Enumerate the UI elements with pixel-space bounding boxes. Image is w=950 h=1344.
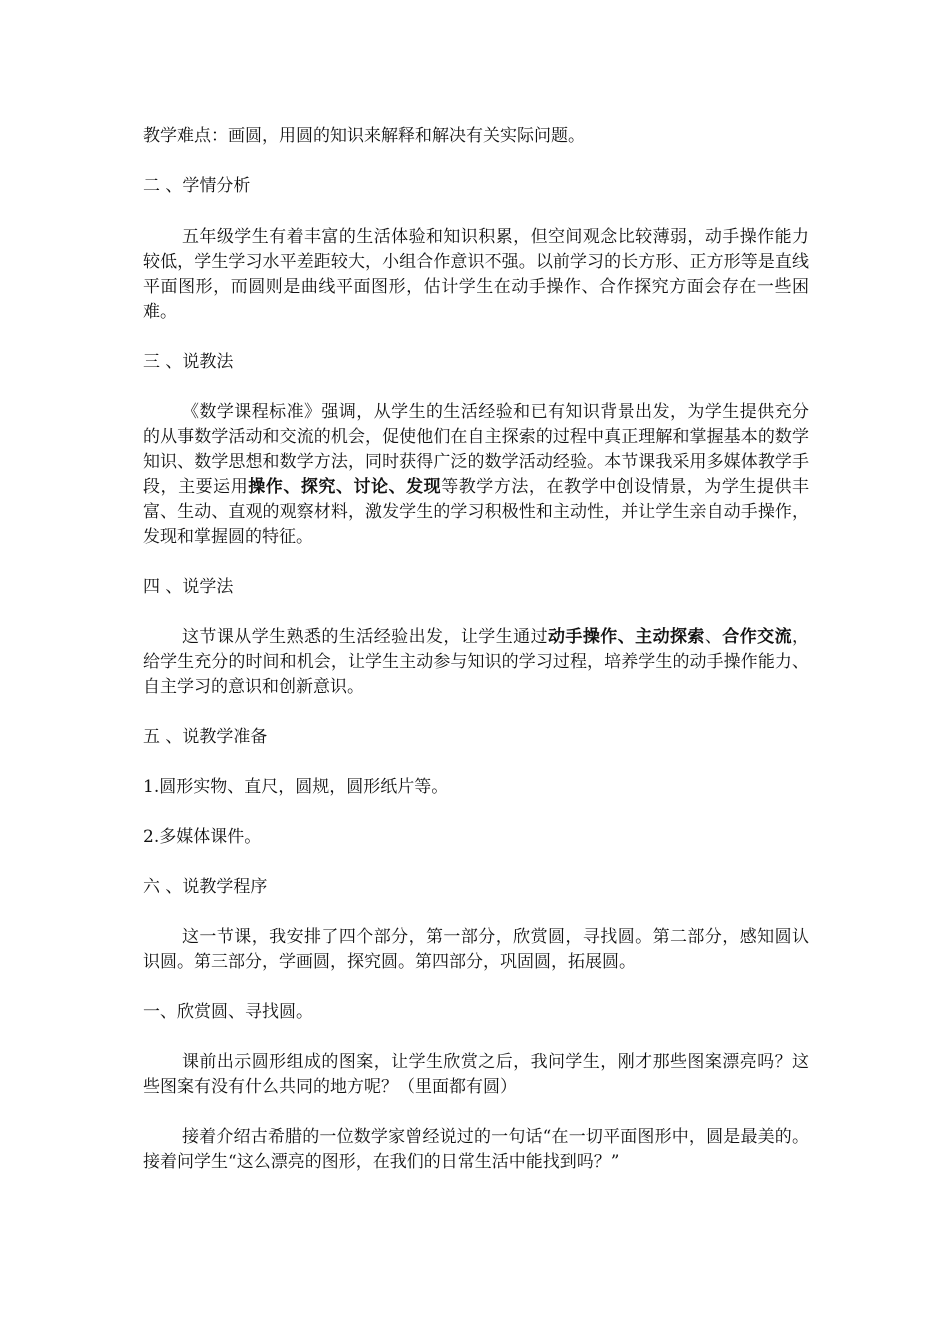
learn-text-b: ，给学生充分的时间和机会，让学生主动参与知识的学习过程，培养学生的动手操作能力、自主学习的意识和创新意识。	[143, 627, 810, 697]
learn-text-bold-1: 动手操作、主动探索	[548, 627, 705, 647]
learn-text-a: 这节课从学生熟悉的生活经验出发，让学生通过	[182, 627, 548, 647]
teaching-difficulty: 教学难点：画圆，用圆的知识来解释和解决有关实际问题。	[143, 126, 585, 146]
learn-text-sep: 、	[704, 627, 723, 647]
paragraph-learning-method	[143, 625, 809, 700]
paragraph-appreciate-1: 课前出示圆形组成的图案，让学生欣赏之后，我问学生，刚才那些图案漂亮吗？这些图案有没有什么共同的地方呢？（里面都有圆）	[143, 1052, 809, 1097]
paragraph-student-analysis: 五年级学生有着丰富的生活体验和知识积累，但空间观念比较薄弱，动手操作能力较低，学生学习水平差距较大，小组合作意识不强。以前学习的长方形、正方形等是直线平面图形，而圆则是曲线平面图形，估计学生在动手操作、合作探究方面会存在一些困难。	[143, 227, 809, 322]
section-heading-preparation: 五 、说教学准备	[143, 727, 268, 747]
section-heading-teaching-method: 三 、说教法	[143, 352, 234, 372]
learn-text-bold-2: 合作交流	[722, 627, 793, 647]
method-text-b: 等教学方法，在教学中创设情景，为学生提供丰富、生动、直观的观察材料，激发学生的学习积极性和主动性，并让学生亲自动手操作，发现和掌握圆的特征。	[143, 477, 810, 547]
paragraph-procedure: 这一节课，我安排了四个部分，第一部分，欣赏圆，寻找圆。第二部分，感知圆认识圆。第三部分，学画圆，探究圆。第四部分，巩固圆，拓展圆。	[143, 927, 809, 972]
paragraph-teaching-method	[143, 400, 809, 550]
section-heading-learning-method: 四 、说学法	[143, 577, 234, 597]
preparation-item-1: 1.圆形实物、直尺，圆规，圆形纸片等。	[143, 777, 449, 797]
section-heading-student-analysis: 二 、学情分析	[143, 176, 251, 196]
method-text-bold: 操作、探究、讨论、发现	[248, 477, 442, 497]
section-heading-procedure: 六 、说教学程序	[143, 877, 268, 897]
paragraph-appreciate-2: 接着介绍古希腊的一位数学家曾经说过的一句话“在一切平面图形中，圆是最美的。接着问学生“这么漂亮的图形，在我们的日常生活中能找到吗？”	[143, 1127, 809, 1172]
subsection-heading-appreciate-circle: 一、欣赏圆、寻找圆。	[143, 1002, 313, 1022]
method-text-a: 《数学课程标准》强调，从学生的生活经验和已有知识背景出发，为学生提供充分的从事数学活动和交流的机会，促使他们在自主探索的过程中真正理解和掌握基本的数学知识、数学思想和数学方法，同时获得广泛的数学活动经验。本节课我采用多媒体教学手段，主要运用	[143, 402, 809, 497]
preparation-item-2: 2.多媒体课件。	[143, 827, 262, 847]
